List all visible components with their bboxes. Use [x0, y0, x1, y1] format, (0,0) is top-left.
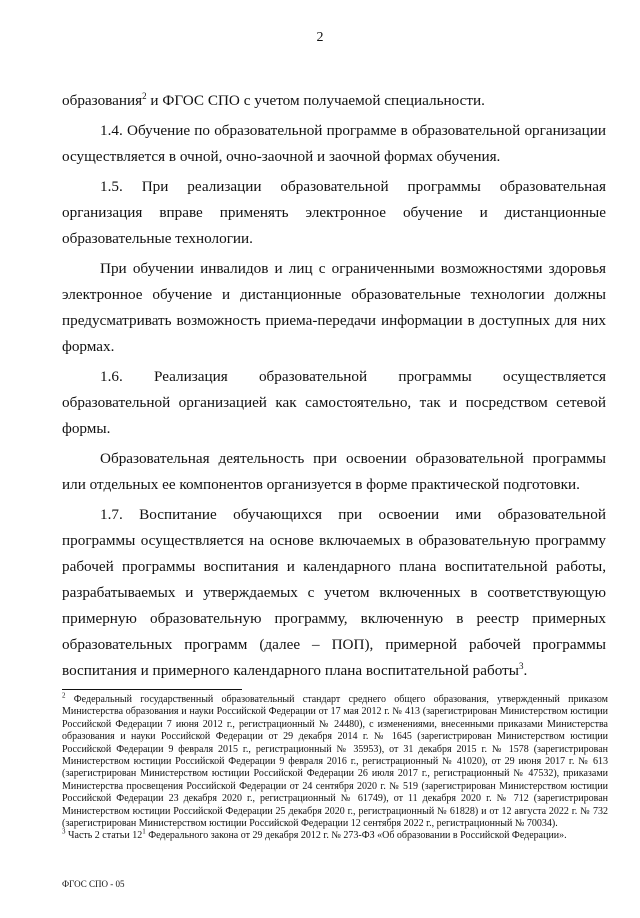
page-number: 2 — [316, 30, 324, 45]
footnote-3-text: Часть 2 статьи 12 — [65, 830, 143, 842]
paragraph-practical-training: Образовательная деятельность при освоении образовательной программы или отдельных ее компонентов организуется в форме практической подготовки. — [62, 450, 606, 493]
footnotes — [62, 691, 608, 843]
paragraph-disabled-students: При обучении инвалидов и лиц с ограниченными возможностями здоровья электронное обучение и дистанционные образовательные технологии должны предусматривать возможность приема-передачи информации в доступных для них формах. — [62, 260, 606, 355]
footnote-2-text: Федеральный государственный образовательный стандарт среднего общего образования, утвержденный приказом Министерства образования и науки Российской Федерации от 17 мая 2012 г. № 413 (зарегистрирован Министерством юстиции Российской Федерации 7 июня 2012 г., регистрационный № 24480), с изменениями, внесенными приказами Министерства образования и науки Российской Федерации от 29 декабря 2014 г. № 1645 (зарегистрирован Министерством юстиции Российской Федерации 9 февраля 2015 г., регистрационный № 35953), от 31 декабря 2015 г. № 1578 (зарегистрирован Министерством юстиции Российской Федерации 9 февраля 2016 г., регистрационный № 41020), от 29 июня 2017 г. № 613 (зарегистрирован Министерством юстиции Российской Федерации 26 июля 2017 г., регистрационный № 47532), приказами Министерства просвещения Российской Федерации от 24 сентября 2020 г. № 519 (зарегистрирован Министерством юстиции Российской Федерации 23 декабря 2020 г., регистрационный № 61749), от 11 декабря 2020 г. № 712 (зарегистрирован Министерством юстиции Российской Федерации 25 декабря 2020 г., регистрационный № 61828) и от 12 августа 2022 г. № 732 (зарегистрирован Министерством юстиции Российской Федерации 12 сентября 2022 г., регистрационный № 70034). — [62, 694, 608, 830]
paragraph-intro-text-cont: и ФГОС СПО с учетом получаемой специальности. — [146, 92, 485, 109]
paragraph-1-7-tail: . — [523, 662, 528, 679]
paragraph-1-4: 1.4. Обучение по образовательной программе в образовательной организации осуществляется в очной, очно-заочной и заочной формах обучения. — [62, 122, 606, 165]
main-text — [62, 88, 606, 688]
paragraph-intro-text: образования — [62, 92, 143, 109]
paragraph-1-5: 1.5. При реализации образовательной программы образовательная организация вправе применять электронное обучение и дистанционные образовательные технологии. — [62, 178, 606, 247]
footnote-2 — [62, 691, 608, 830]
footnote-3-mark: 3 — [62, 828, 66, 837]
footnote-3-sup: 1 — [142, 828, 146, 837]
footnote-ref-2: 2 — [142, 90, 147, 101]
footnote-ref-3: 3 — [518, 660, 524, 671]
paragraph-intro — [62, 88, 606, 114]
footnote-3 — [62, 830, 608, 842]
footnote-2-mark: 2 — [62, 691, 66, 700]
footnote-divider — [62, 689, 242, 690]
paragraph-1-6: 1.6. Реализация образовательной программы осуществляется образовательной организацией как самостоятельно, так и посредством сетевой формы. — [62, 368, 606, 437]
footnote-3-text-cont: Федерального закона от 29 декабря 2012 г. № 273-ФЗ «Об образовании в Российской Федерации». — [145, 830, 567, 842]
paragraph-1-7-text: 1.7. Воспитание обучающихся при освоении ими образовательной программы осуществляется на основе включаемых в образовательную программу рабочей программы воспитания и календарного плана воспитательной работы, разрабатываемых и утверждаемых с учетом включенных в соответствующую примерную образовательную программу, включенную в реестр примерных образовательных программ (далее – ПОП), примерной рабочей программы воспитания и примерного календарного плана воспитательной работы — [62, 506, 606, 679]
paragraph-1-7 — [62, 502, 606, 684]
document-code: ФГОС СПО - 05 — [62, 879, 125, 889]
